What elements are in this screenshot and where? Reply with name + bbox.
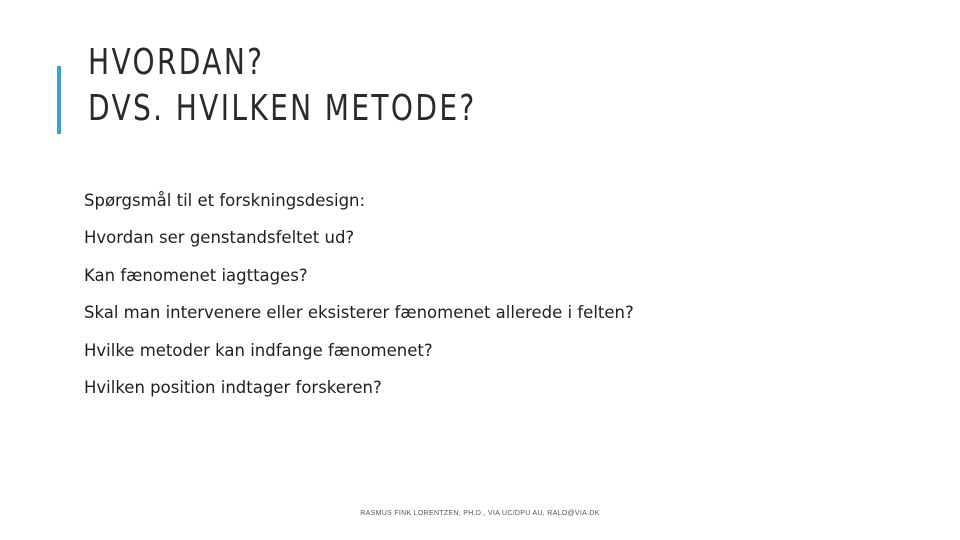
body-line: Spørgsmål til et forskningsdesign: — [84, 191, 366, 210]
title-line-1: HVORDAN? — [88, 42, 265, 83]
body-line: Skal man intervenere eller eksisterer fænomenet allerede i felten? — [84, 303, 634, 323]
body-line: Hvilke metoder kan indfange fænomenet? — [84, 340, 433, 360]
title-line-2: DVS. HVILKEN METODE? — [88, 88, 477, 129]
slide-body-list — [84, 182, 634, 406]
slide-footer: RASMUS FINK LORENTZEN, PH.D., VIA UC/DPU AU, RALO@VIA.DK — [360, 510, 600, 517]
body-line: Kan fænomenet iagttages? — [84, 265, 308, 285]
body-line: Hvilken position indtager forskeren? — [84, 377, 382, 397]
slide-title — [88, 40, 477, 132]
title-accent-bar — [57, 66, 61, 134]
body-line: Hvordan ser genstandsfeltet ud? — [84, 228, 355, 248]
